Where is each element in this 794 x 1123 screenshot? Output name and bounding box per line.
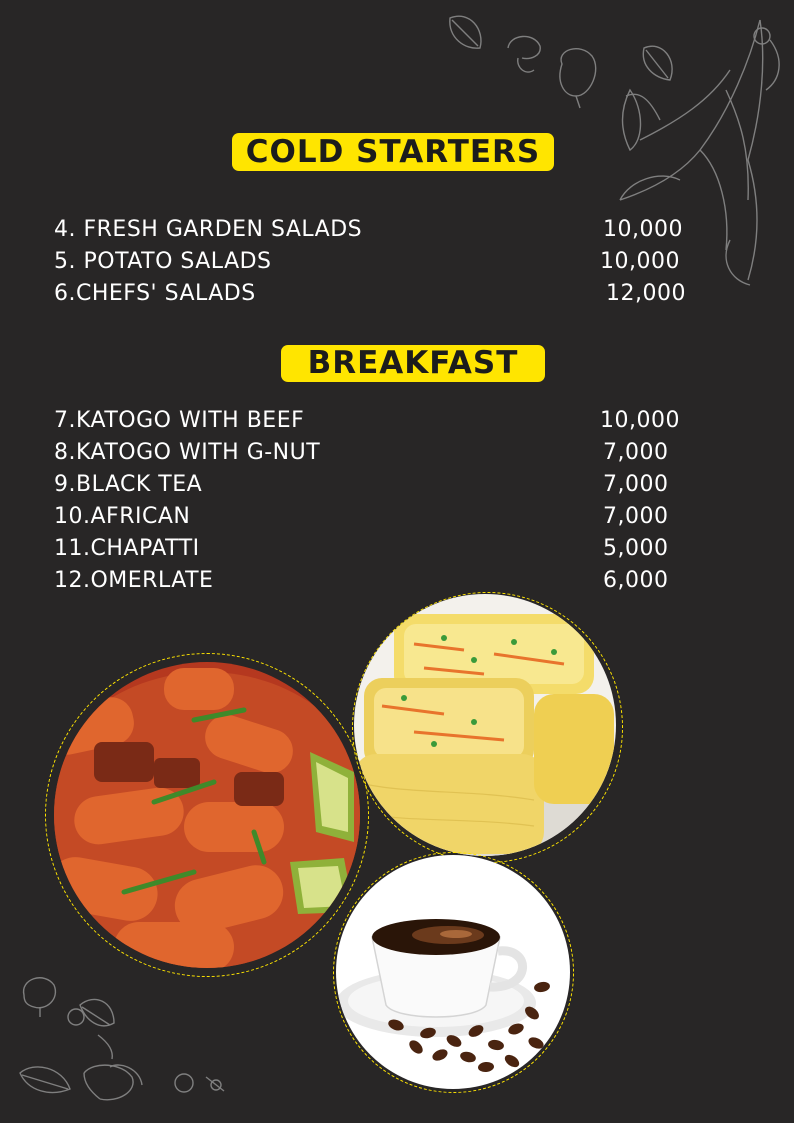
menu-item-name: 7.KATOGO WITH BEEF	[54, 408, 305, 433]
menu-item-name: 4. FRESH GARDEN SALADS	[54, 217, 363, 242]
menu-item-name: 11.CHAPATTI	[54, 536, 200, 561]
section-title-breakfast	[281, 345, 545, 382]
menu-item-price: 7,000	[603, 504, 669, 529]
menu-item-price: 7,000	[603, 440, 669, 465]
menu-item-price: 6,000	[603, 568, 669, 593]
menu-item-name: 12.OMERLATE	[54, 568, 214, 593]
menu-item-price: 7,000	[603, 472, 669, 497]
menu-item-price: 10,000	[603, 217, 683, 242]
coffee-photo	[336, 855, 570, 1089]
menu-item-price: 10,000	[600, 408, 680, 433]
menu-item-name: 6.CHEFS' SALADS	[54, 281, 256, 306]
menu-item-name: 9.BLACK TEA	[54, 472, 203, 497]
vegetables-sketch-decoration	[10, 965, 230, 1115]
menu-item-name: 8.KATOGO WITH G-NUT	[54, 440, 321, 465]
section-title-label: COLD STARTERS	[245, 134, 541, 170]
section-title-cold-starters	[232, 133, 554, 171]
menu-item-price: 10,000	[600, 249, 680, 274]
menu-item-price: 5,000	[603, 536, 669, 561]
omelette-photo	[354, 594, 616, 856]
menu-item-name: 5. POTATO SALADS	[54, 249, 272, 274]
menu-item-price: 12,000	[606, 281, 686, 306]
stew-photo	[54, 662, 360, 968]
menu-item-name: 10.AFRICAN	[54, 504, 191, 529]
section-title-label: BREAKFAST	[307, 345, 519, 381]
